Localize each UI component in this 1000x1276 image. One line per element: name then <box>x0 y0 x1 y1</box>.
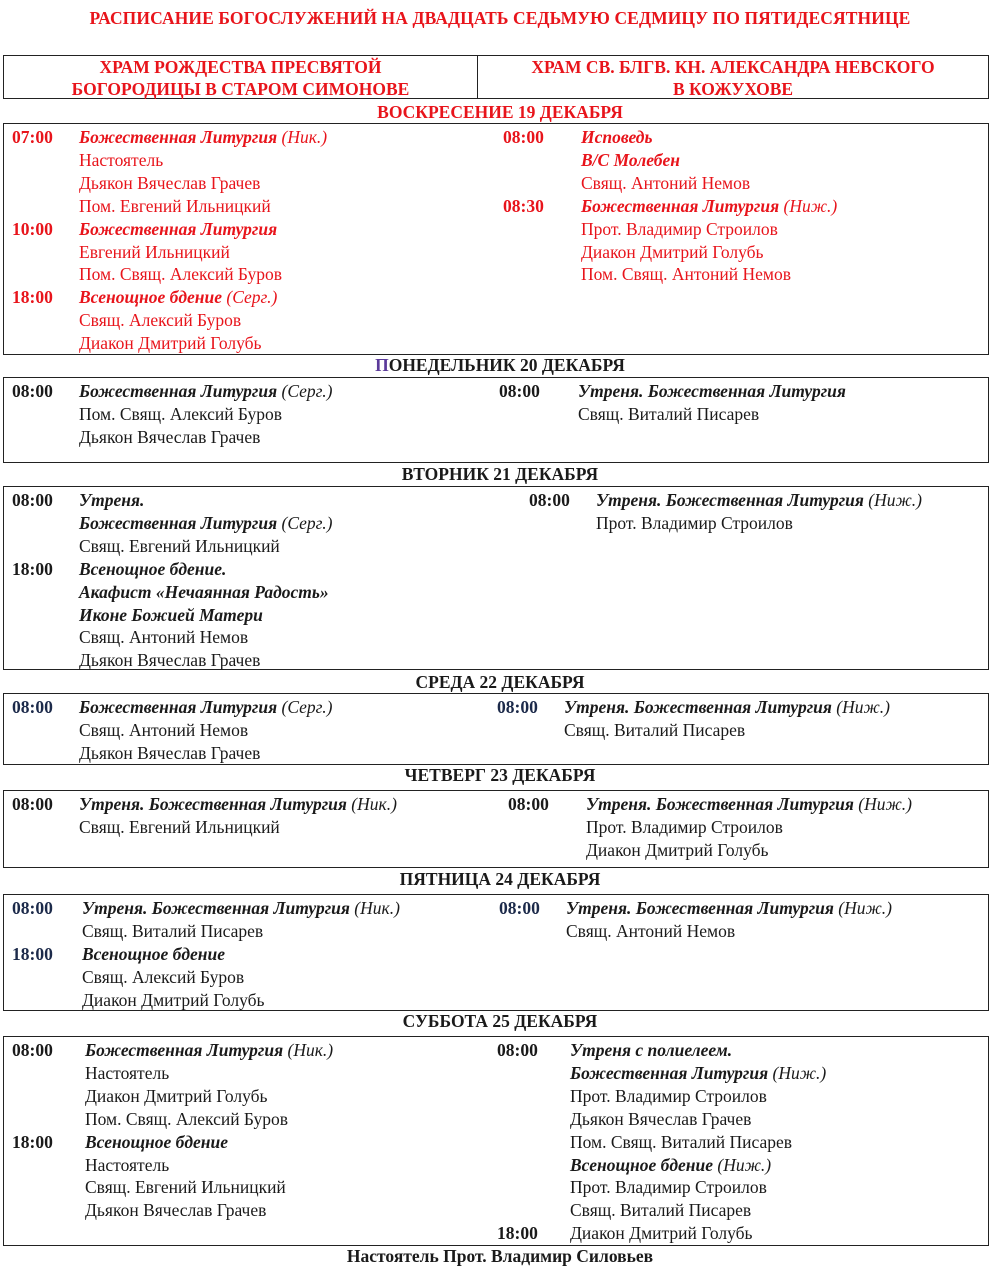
clergy-name: Пом. Свящ. Виталий Писарев <box>570 1131 793 1152</box>
service-line <box>79 696 332 718</box>
service-name: Всенощное бдение <box>570 1154 714 1175</box>
service-name: Утреня. Божественная Литургия <box>79 794 347 814</box>
service-name: Божественная Литургия <box>79 512 278 533</box>
day-title <box>0 355 1000 376</box>
clergy-line <box>79 649 260 671</box>
clergy-line <box>79 742 260 764</box>
clergy-line <box>570 1199 751 1221</box>
service-line <box>581 195 837 217</box>
service-time: 08:00 <box>503 127 544 147</box>
clergy-name: Свящ. Алексий Буров <box>79 310 242 331</box>
clergy-line <box>79 535 280 557</box>
service-line <box>79 793 397 815</box>
clergy-name: Пом. Свящ. Антоний Немов <box>581 264 791 285</box>
service-name: Божественная Литургия <box>79 127 278 147</box>
clergy-name: Прот. Владимир Строилов <box>570 1085 767 1106</box>
clergy-name: Пом. Свящ. Алексий Буров <box>79 264 283 285</box>
clergy-name: Прот. Владимир Строилов <box>570 1177 767 1198</box>
service-time: 18:00 <box>12 558 53 579</box>
service-note: (Ниж.) <box>772 1062 827 1083</box>
clergy-line <box>566 920 735 942</box>
clergy-line <box>85 1085 268 1107</box>
clergy-name: Дьякон Вячеслав Грачев <box>79 426 261 447</box>
clergy-line <box>82 920 263 942</box>
service-name: Утреня. Божественная Литургия <box>564 697 832 717</box>
service-name: Божественная Литургия <box>79 697 278 717</box>
service-line <box>79 218 277 240</box>
clergy-name: Свящ. Евгений Ильницкий <box>79 535 280 556</box>
church-right-name <box>478 56 988 98</box>
clergy-line <box>581 241 764 263</box>
clergy-line <box>570 1176 767 1198</box>
service-line <box>79 126 327 148</box>
service-name: Утреня. Божественная Литургия <box>596 490 864 510</box>
clergy-line <box>570 1222 753 1244</box>
service-note: (Серг.) <box>281 697 333 717</box>
church-right-line-1: ХРАМ СВ. БЛГВ. КН. АЛЕКСАНДРА НЕВСКОГО <box>531 57 935 77</box>
clergy-name: Прот. Владимир Строилов <box>596 512 793 533</box>
clergy-line <box>82 966 244 988</box>
clergy-line <box>79 241 230 263</box>
service-line <box>79 380 332 402</box>
day-title <box>0 765 1000 786</box>
clergy-name: Свящ. Алексий Буров <box>82 966 245 987</box>
service-name: Акафист «Нечаянная Радость» <box>79 581 329 602</box>
church-right-line-2: В КОЖУХОВЕ <box>672 79 794 99</box>
clergy-name: Свящ. Антоний Немов <box>79 627 249 648</box>
service-name: Всенощное бдение <box>82 943 226 964</box>
clergy-name: Дьякон Вячеслав Грачев <box>79 650 261 671</box>
service-name: Утреня. Божественная Литургия <box>566 898 834 918</box>
clergy-name: Диакон Дмитрий Голубь <box>79 333 262 354</box>
clergy-name: Свящ. Виталий Писарев <box>82 920 264 941</box>
clergy-line <box>85 1176 286 1198</box>
clergy-line <box>564 719 745 741</box>
clergy-name: Диакон Дмитрий Голубь <box>586 839 769 860</box>
clergy-name: Настоятель <box>85 1062 170 1083</box>
day-title <box>0 869 1000 890</box>
clergy-name: Пом. Евгений Ильницкий <box>79 195 271 216</box>
clergy-line <box>79 332 262 354</box>
church-left-line-1: ХРАМ РОЖДЕСТВА ПРЕСВЯТОЙ <box>99 57 382 77</box>
service-time: 08:00 <box>497 697 538 717</box>
service-name: Утреня. <box>79 490 145 510</box>
clergy-name: Свящ. Антоний Немов <box>566 920 736 941</box>
service-line <box>570 1154 771 1176</box>
clergy-name: Свящ. Антоний Немов <box>79 719 249 740</box>
clergy-line <box>85 1108 288 1130</box>
clergy-line <box>79 172 260 194</box>
service-time: 18:00 <box>12 943 53 964</box>
footer-signature: Настоятель Прот. Владимир Силовьев <box>346 1246 654 1266</box>
church-header <box>3 55 989 99</box>
clergy-line <box>79 195 271 217</box>
service-time: 08:00 <box>12 794 53 814</box>
clergy-line <box>570 1108 751 1130</box>
service-note: (Ниж.) <box>783 195 838 216</box>
service-name: Всенощное бдение. <box>79 558 227 579</box>
service-name: Божественная Литургия <box>570 1062 769 1083</box>
clergy-name: Пом. Свящ. Алексий Буров <box>85 1108 289 1129</box>
service-line <box>79 512 332 534</box>
clergy-line <box>85 1199 266 1221</box>
service-name: Всенощное бдение <box>85 1131 229 1152</box>
day-title <box>0 464 1000 485</box>
service-time: 08:30 <box>503 195 544 216</box>
clergy-name: Прот. Владимир Строилов <box>586 816 783 837</box>
clergy-name: Настоятель <box>79 149 164 170</box>
service-name: В/С Молебен <box>581 149 680 170</box>
clergy-line <box>570 1085 767 1107</box>
clergy-line <box>85 1062 169 1084</box>
service-time: 18:00 <box>497 1223 538 1244</box>
service-line <box>85 1039 333 1061</box>
service-line <box>581 126 652 148</box>
day-title-text: ВОСКРЕСЕНИЕ 19 ДЕКАБРЯ <box>377 102 623 122</box>
clergy-name: Дьякон Вячеслав Грачев <box>570 1108 752 1129</box>
clergy-line <box>578 403 759 425</box>
service-line <box>596 489 922 511</box>
clergy-name: Свящ. Виталий Писарев <box>578 403 760 424</box>
service-time: 18:00 <box>12 1131 53 1152</box>
service-note: (Ник.) <box>354 898 400 918</box>
day-title-text: СУББОТА 25 ДЕКАБРЯ <box>402 1011 598 1031</box>
service-name: Утреня с полиелеем. <box>570 1040 733 1060</box>
service-time: 08:00 <box>12 697 53 717</box>
clergy-name: Евгений Ильницкий <box>79 241 230 262</box>
service-time: 10:00 <box>12 218 53 239</box>
clergy-name: Настоятель <box>85 1154 170 1175</box>
clergy-line <box>79 403 282 425</box>
day-title <box>0 672 1000 693</box>
clergy-name: Диакон Дмитрий Голубь <box>581 241 764 262</box>
service-note: (Ниж.) <box>858 794 912 814</box>
day-title-text: ЧЕТВЕРГ 23 ДЕКАБРЯ <box>404 765 596 785</box>
service-time: 08:00 <box>499 898 540 918</box>
service-line <box>79 489 144 511</box>
church-left-name <box>4 56 478 98</box>
clergy-line <box>581 263 791 285</box>
clergy-line <box>79 719 248 741</box>
service-note: (Серг.) <box>226 287 278 308</box>
service-name: Утреня. Божественная Литургия <box>578 381 846 401</box>
service-time: 08:00 <box>12 381 53 401</box>
clergy-name: Свящ. Евгений Ильницкий <box>85 1177 286 1198</box>
clergy-name: Дьякон Вячеслав Грачев <box>85 1200 267 1221</box>
service-line <box>570 1039 732 1061</box>
service-time: 08:00 <box>497 1040 538 1060</box>
clergy-name: Свящ. Виталий Писарев <box>570 1200 752 1221</box>
service-name: Божественная Литургия <box>79 218 278 239</box>
clergy-line <box>79 426 260 448</box>
service-time: 18:00 <box>12 287 53 308</box>
clergy-line <box>581 218 778 240</box>
service-name: Утреня. Божественная Литургия <box>82 898 350 918</box>
clergy-name: Диакон Дмитрий Голубь <box>85 1085 268 1106</box>
service-line <box>79 286 277 308</box>
service-note: (Серг.) <box>281 512 333 533</box>
service-note: (Ник.) <box>281 127 328 147</box>
clergy-line <box>85 1154 169 1176</box>
clergy-name: Свящ. Евгений Ильницкий <box>79 816 280 837</box>
clergy-line <box>581 172 750 194</box>
service-line <box>578 380 846 402</box>
clergy-line <box>570 1131 792 1153</box>
service-time: 08:00 <box>12 1040 53 1060</box>
service-name: Божественная Литургия <box>581 195 780 216</box>
service-note: (Серг.) <box>281 381 333 401</box>
clergy-name: Дьякон Вячеслав Грачев <box>79 172 261 193</box>
clergy-line <box>79 309 241 331</box>
service-note: (Ниж.) <box>838 898 892 918</box>
clergy-line <box>586 816 783 838</box>
service-name: Всенощное бдение <box>79 287 223 308</box>
service-name: Божественная Литургия <box>79 381 278 401</box>
service-line <box>85 1131 228 1153</box>
service-note: (Ниж.) <box>868 490 922 510</box>
day-title <box>0 1011 1000 1032</box>
service-note: (Ниж.) <box>717 1154 772 1175</box>
service-name: Иконе Божией Матери <box>79 604 263 625</box>
service-name: Божественная Литургия <box>85 1040 284 1060</box>
service-line <box>82 897 400 919</box>
service-note: (Ниж.) <box>836 697 890 717</box>
clergy-line <box>79 263 282 285</box>
service-note: (Ник.) <box>351 794 397 814</box>
page-title: РАСПИСАНИЕ БОГОСЛУЖЕНИЙ НА ДВАДЦАТЬ СЕДЬМУЮ СЕДМИЦУ ПО ПЯТИДЕСЯТНИЦЕ <box>89 8 911 28</box>
day-title-text: ВТОРНИК 21 ДЕКАБРЯ <box>401 464 599 484</box>
service-line <box>570 1062 826 1084</box>
church-left-line-2: БОГОРОДИЦЫ В СТАРОМ СИМОНОВЕ <box>71 79 410 99</box>
clergy-name: Прот. Владимир Строилов <box>581 218 778 239</box>
service-time: 07:00 <box>12 127 53 147</box>
service-time: 08:00 <box>529 490 570 510</box>
clergy-name: Диакон Дмитрий Голубь <box>82 989 265 1010</box>
service-line <box>586 793 912 815</box>
service-time: 08:00 <box>12 898 53 918</box>
clergy-line <box>596 512 793 534</box>
service-name: Исповедь <box>581 127 653 147</box>
clergy-line <box>79 626 248 648</box>
service-line <box>79 558 226 580</box>
clergy-name: Диакон Дмитрий Голубь <box>570 1223 753 1244</box>
service-line <box>79 581 329 603</box>
service-time: 08:00 <box>499 381 540 401</box>
day-title <box>0 102 1000 123</box>
service-line <box>564 696 890 718</box>
service-line <box>82 943 225 965</box>
clergy-name: Дьякон Вячеслав Грачев <box>79 742 261 763</box>
service-time: 08:00 <box>12 490 53 510</box>
service-time: 08:00 <box>508 794 549 814</box>
clergy-name: Свящ. Антоний Немов <box>581 172 751 193</box>
clergy-name: Свящ. Виталий Писарев <box>564 719 746 740</box>
day-title-text: ПЯТНИЦА 24 ДЕКАБРЯ <box>399 869 601 889</box>
service-line <box>566 897 892 919</box>
service-name: Утреня. Божественная Литургия <box>586 794 854 814</box>
clergy-line <box>79 816 280 838</box>
clergy-line <box>79 149 163 171</box>
service-line <box>581 149 680 171</box>
day-title-text: ОНЕДЕЛЬНИК 20 ДЕКАБРЯ <box>388 355 625 375</box>
clergy-name: Пом. Свящ. Алексий Буров <box>79 403 283 424</box>
day-title-first-letter: П <box>375 355 389 375</box>
clergy-line <box>82 989 265 1011</box>
service-line <box>79 604 263 626</box>
service-note: (Ник.) <box>287 1040 334 1060</box>
day-title-text: СРЕДА 22 ДЕКАБРЯ <box>415 672 585 692</box>
clergy-line <box>586 839 769 861</box>
